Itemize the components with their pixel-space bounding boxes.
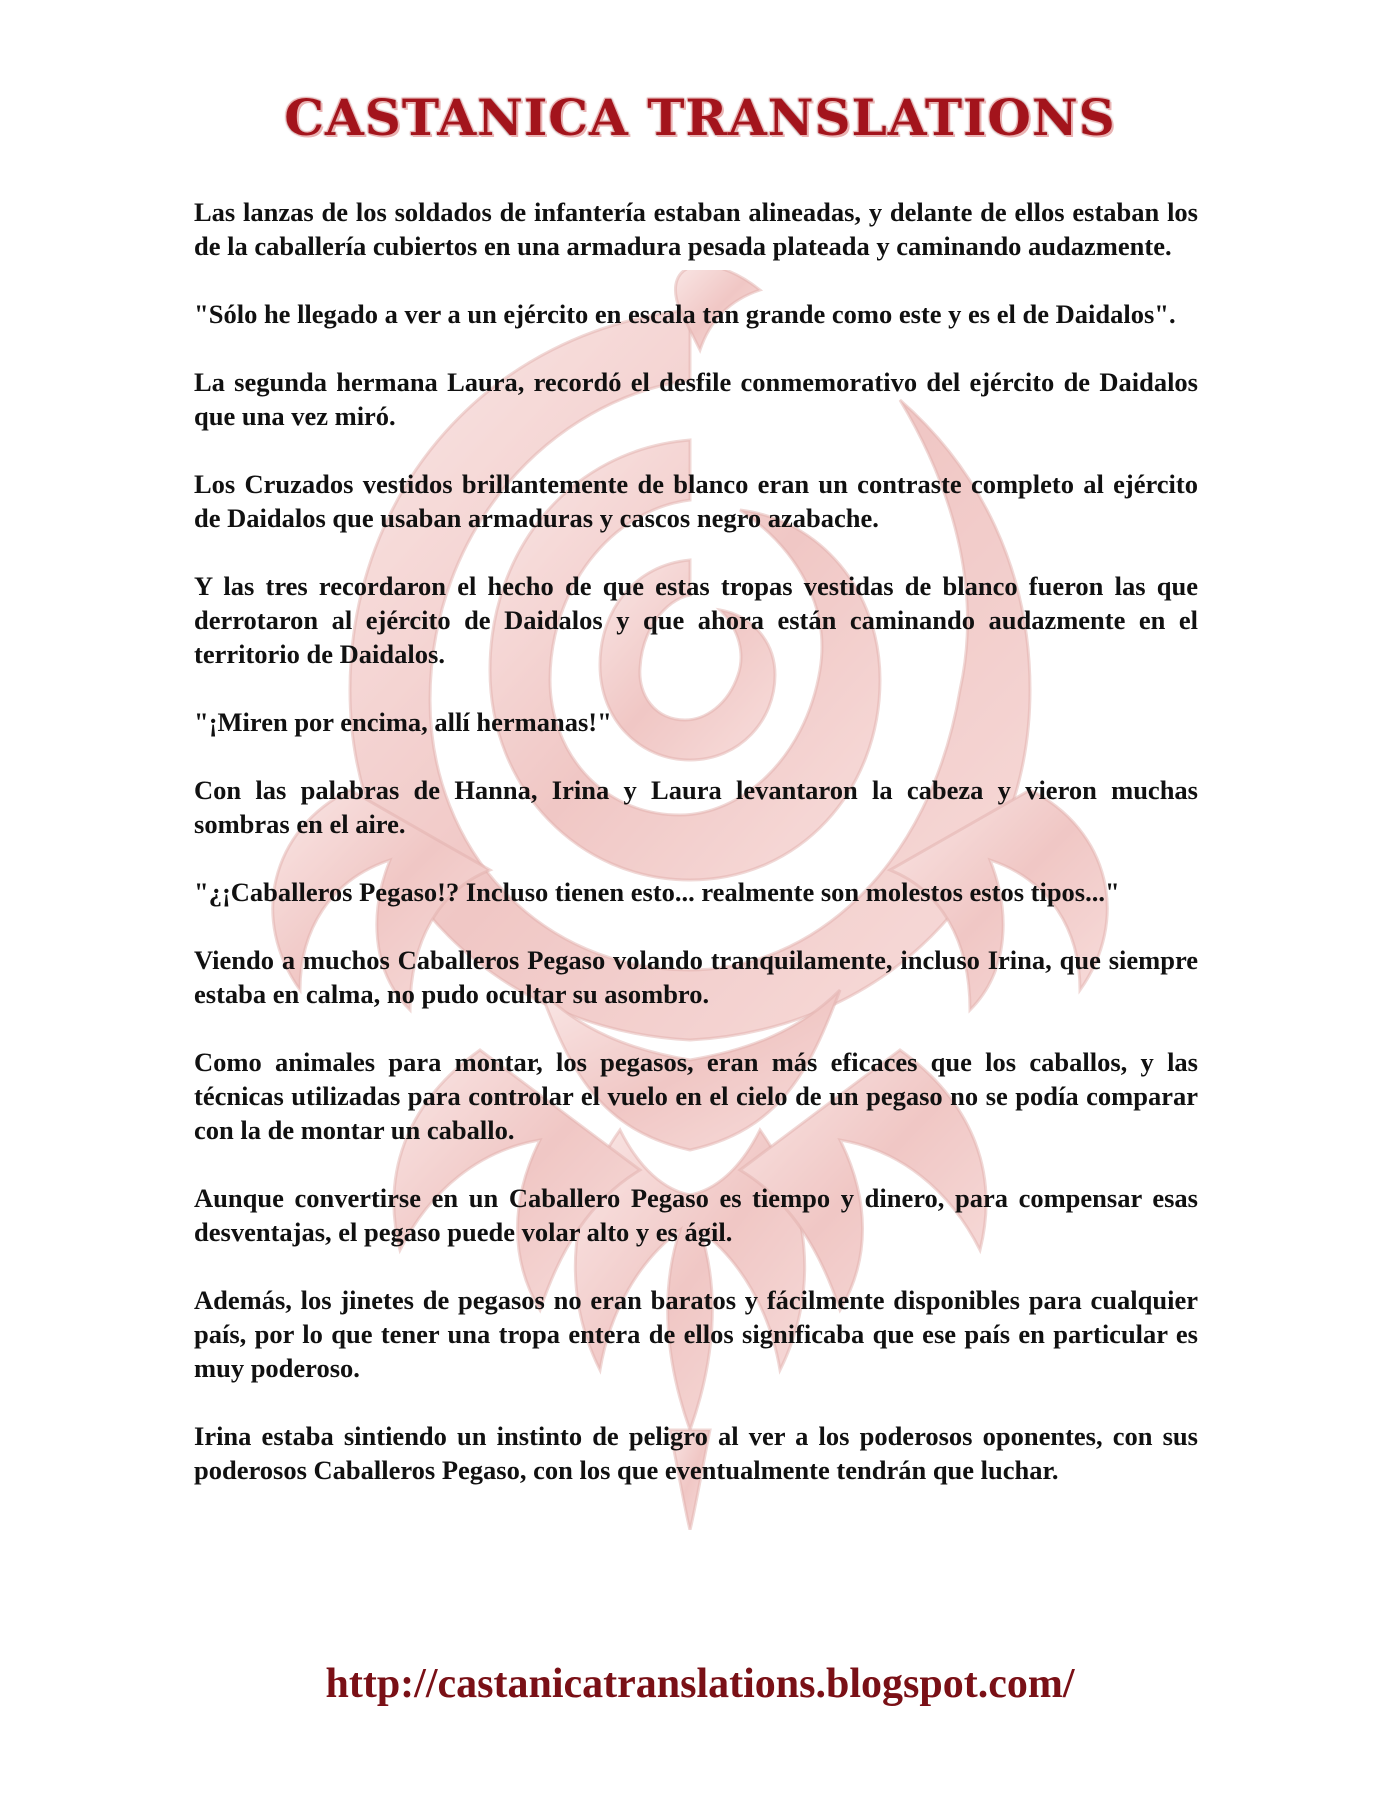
paragraph: Aunque convertirse en un Caballero Pegaso es tiempo y dinero, para compensar esas desventajas, el pegaso puede volar alto y es ágil.: [194, 1183, 1198, 1247]
paragraph: Con las palabras de Hanna, Irina y Laura levantaron la cabeza y vieron muchas sombras en el aire.: [194, 775, 1198, 839]
paragraph: "Sólo he llegado a ver a un ejército en escala tan grande como este y es el de Daidalos".: [194, 299, 1176, 329]
paragraph: Y las tres recordaron el hecho de que estas tropas vestidas de blanco fueron las que derrotaron al ejército de Daidalos y que ahora están caminando audazmente en el territorio de Daidalos.: [194, 571, 1198, 669]
paragraph: "¡Miren por encima, allí hermanas!": [194, 707, 612, 737]
paragraph: "¿¡Caballeros Pegaso!? Incluso tienen esto... realmente son molestos estos tipos...": [194, 877, 1120, 907]
page-title: CASTANICA TRANSLATIONS: [284, 88, 1116, 147]
footer-url-link[interactable]: http://castanicatranslations.blogspot.com/: [325, 1661, 1075, 1707]
paragraph: Los Cruzados vestidos brillantemente de blanco eran un contraste completo al ejército de Daidalos que usaban armaduras y cascos negro azabache.: [194, 469, 1198, 533]
paragraph: Como animales para montar, los pegasos, eran más eficaces que los caballos, y las técnicas utilizadas para controlar el vuelo en el cielo de un pegaso no se podía comparar con la de montar un caballo.: [194, 1047, 1198, 1145]
paragraph: Viendo a muchos Caballeros Pegaso volando tranquilamente, incluso Irina, que siempre estaba en calma, no pudo ocultar su asombro.: [194, 945, 1198, 1009]
paragraph: La segunda hermana Laura, recordó el desfile conmemorativo del ejército de Daidalos que una vez miró.: [194, 367, 1198, 431]
paragraph: Además, los jinetes de pegasos no eran baratos y fácilmente disponibles para cualquier país, por lo que tener una tropa entera de ellos significaba que ese país en particular es muy poderoso.: [194, 1285, 1198, 1383]
paragraph: Las lanzas de los soldados de infantería estaban alineadas, y delante de ellos estaban los de la caballería cubiertos en una armadura pesada plateada y caminando audazmente.: [194, 197, 1198, 261]
document-body: [194, 195, 1198, 1521]
paragraph: Irina estaba sintiendo un instinto de peligro al ver a los poderosos oponentes, con sus poderosos Caballeros Pegaso, con los que eventualmente tendrán que luchar.: [194, 1421, 1198, 1485]
